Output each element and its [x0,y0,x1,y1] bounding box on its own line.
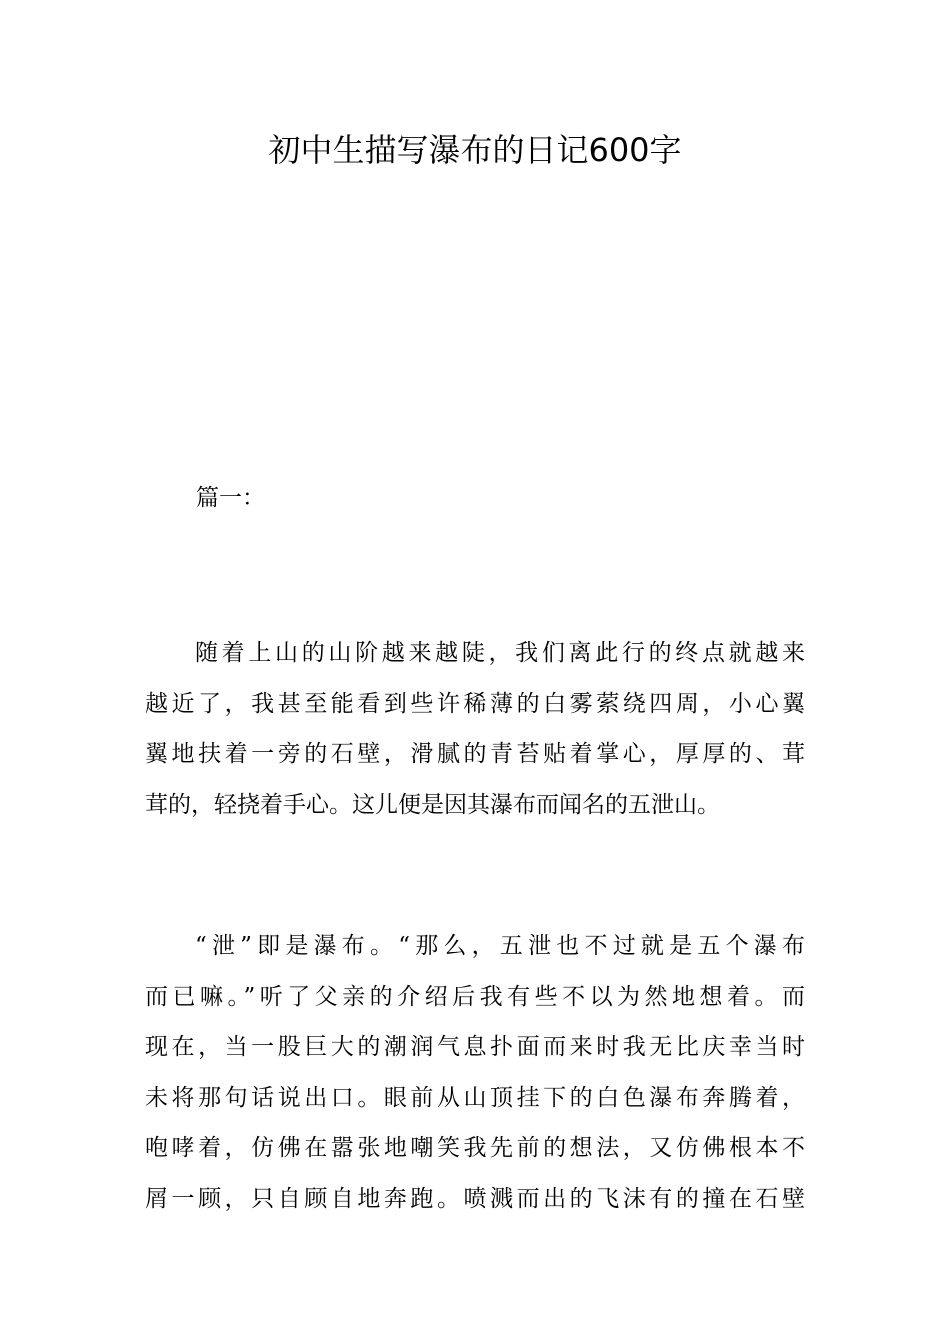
paragraph-line: 咆哮着，仿佛在嚣张地嘲笑我先前的想法，又仿佛根本不 [145,1135,805,1161]
paragraph-1 [145,628,805,830]
paragraph-line: 屑一顾，只自顾自地奔跑。喷溅而出的飞沫有的撞在石壁 [145,1185,805,1212]
paragraph-line: 而已嘛。”听了父亲的介绍后我有些不以为然地想着。而 [145,983,805,1010]
paragraph-line: 茸的，轻挠着手心。这儿便是因其瀑布而闻名的五泄山。 [145,791,720,818]
paragraph-line: 翼地扶着一旁的石壁，滑腻的青苔贴着掌心，厚厚的、茸 [145,741,805,767]
paragraph-line: “泄”即是瀑布。“那么，五泄也不过就是五个瀑布 [195,933,805,959]
paragraph-2 [145,921,805,1224]
paragraph-line: 现在，当一股巨大的潮润气息扑面而来时我无比庆幸当时 [145,1034,805,1060]
section-heading: 篇一： [196,485,265,511]
paragraph-line: 越近了，我甚至能看到些许稀薄的白雾萦绕四周，小心翼 [145,690,805,717]
paragraph-line: 未将那句话说出口。眼前从山顶挂下的白色瀑布奔腾着， [145,1084,805,1111]
paragraph-line: 随着上山的山阶越来越陡，我们离此行的终点就越来 [195,640,805,666]
document-title: 初中生描写瀑布的日记600字 [268,131,682,169]
